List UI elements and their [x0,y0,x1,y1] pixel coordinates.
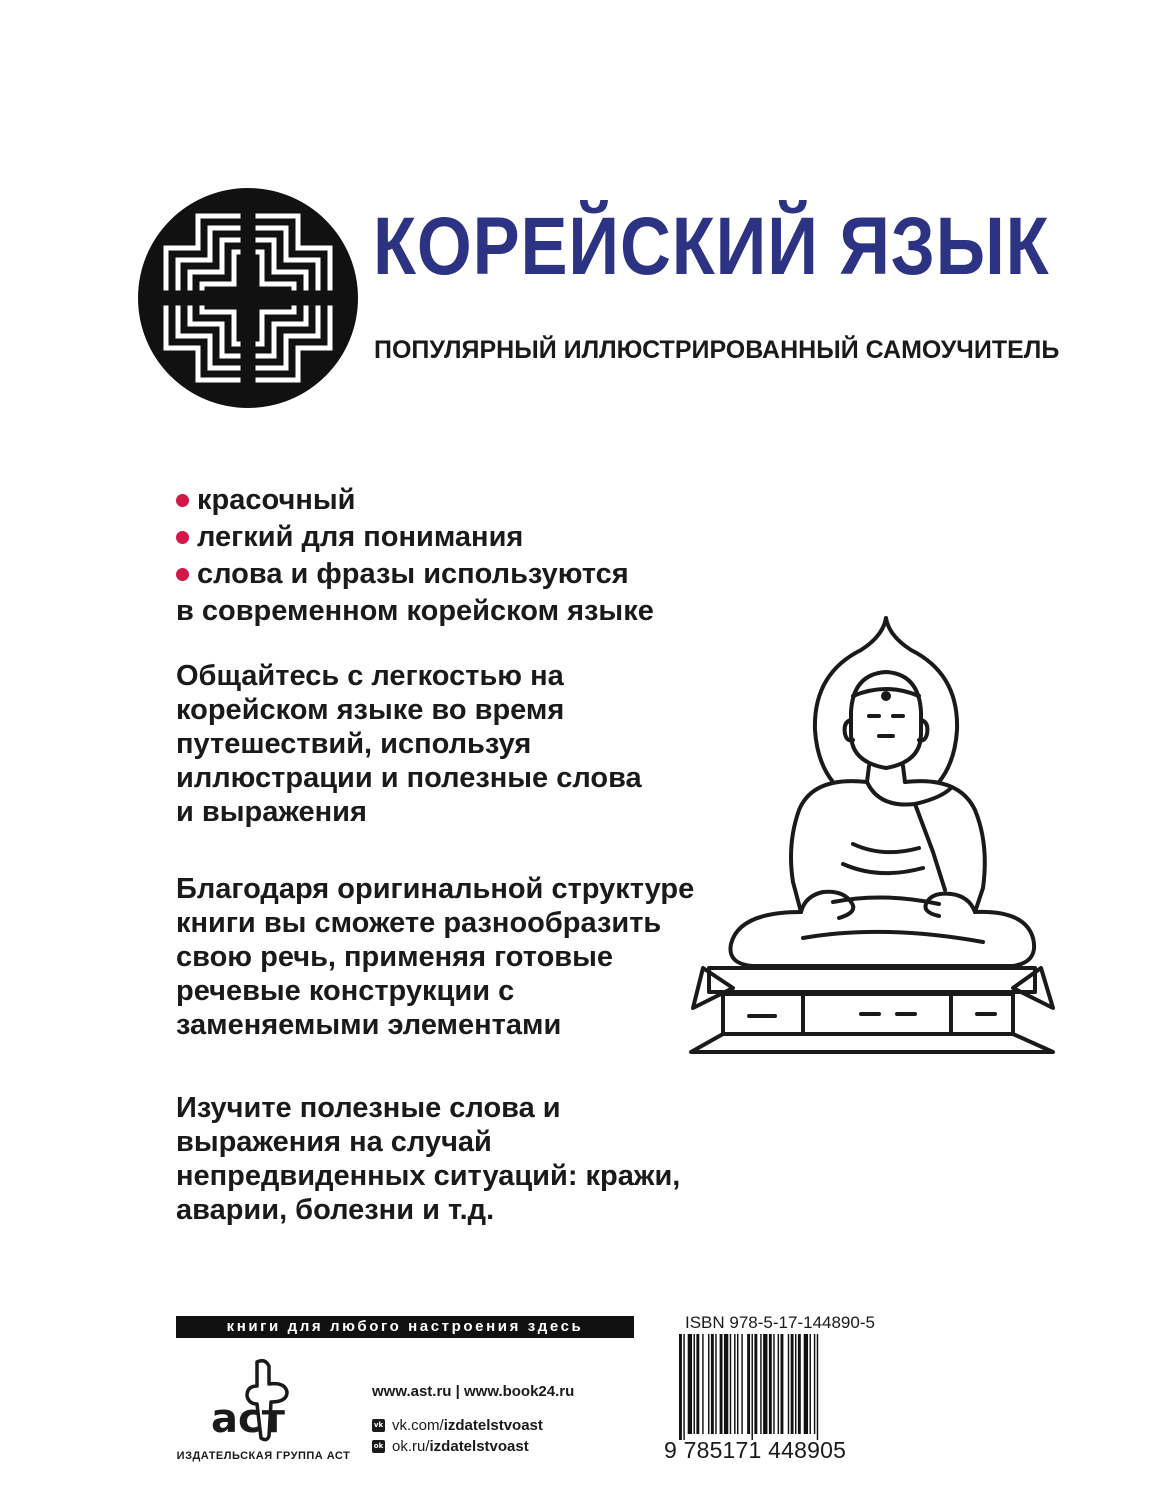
description-paragraph [176,1091,680,1227]
barcode-digits: 9 785171 448905 [664,1437,847,1463]
barcode-bar [730,1334,731,1434]
ok-link[interactable] [372,1438,529,1455]
paragraph-line: речевые конструкции с [176,975,515,1007]
bullet-dot-icon [176,531,189,544]
paragraph-line: Общайтесь с легкостью на [176,660,564,692]
barcode-bar [724,1334,728,1434]
ok-handle: izdatelstvoast [429,1438,529,1455]
logo-text: аст [211,1396,285,1442]
barcode-bar [694,1334,695,1434]
paragraph-line: книги вы сможете разнообразить [176,907,662,939]
feature-list [176,482,796,630]
publisher-name: ИЗДАТЕЛЬСКАЯ ГРУППА АСТ [176,1450,351,1462]
barcode-bar [778,1334,779,1434]
buddha-statue-icon [683,612,1063,1067]
isbn-number: ISBN 978-5-17-144890-5 [685,1313,875,1332]
barcode-icon [679,1334,859,1440]
description-paragraph [176,872,694,1042]
paragraph-line: корейском языке во время [176,694,565,726]
paragraph-line: непредвиденных ситуаций: кражи, [176,1160,681,1192]
barcode-bar [810,1334,811,1434]
paragraph-line: заменяемыми элементами [176,1009,562,1041]
barcode-bar [804,1334,808,1434]
tagline-banner: книги для любого настроения здесь [176,1316,634,1338]
barcode-bar [679,1334,682,1440]
paragraph-line: Изучите полезные слова и [176,1092,561,1124]
vk-handle: izdatelstvoast [443,1417,543,1434]
barcode-bar [708,1334,709,1434]
feature-item [176,519,796,556]
barcode-bar [754,1334,757,1434]
barcode-bar [683,1334,684,1440]
barcode-bar [711,1334,714,1434]
barcode-bar [817,1334,818,1440]
barcode-bar [734,1334,735,1434]
barcode-bar [737,1334,738,1434]
ast-logo-icon [205,1354,295,1444]
barcode-bar [814,1334,815,1434]
paragraph-line: свою речь, применяя готовые [176,941,614,973]
barcode-bar [702,1334,703,1434]
book-title: КОРЕЙСКИЙ ЯЗЫК [373,201,1050,292]
korean-knot-emblem-icon [138,188,358,408]
feature-item [176,482,796,519]
paragraph-line: путешествий, используя [176,728,532,760]
barcode-bar [788,1334,789,1434]
feature-continuation: в современном корейском языке [176,595,654,627]
paragraph-line: Благодаря оригинальной структуре [176,873,695,905]
feature-text: красочный [197,484,356,516]
barcode-bar [752,1334,753,1440]
odnoklassniki-icon: ok [372,1440,385,1453]
barcode-bar [696,1334,699,1434]
bullet-dot-icon [176,568,189,581]
barcode-bar [791,1334,794,1434]
barcode-bar [715,1334,716,1434]
paragraph-line: аварии, болезни и т.д. [176,1194,495,1226]
ok-prefix: ok.ru/ [392,1438,430,1455]
barcode-bar [741,1334,742,1434]
description-paragraph [176,659,642,829]
feature-item [176,556,796,593]
paragraph-line: иллюстрации и полезные слова [176,762,642,794]
barcode-bar [720,1334,723,1434]
barcode-bar [688,1334,692,1434]
vk-link[interactable] [372,1417,543,1434]
barcode-bar [773,1334,774,1434]
website-links[interactable]: www.ast.ru | www.book24.ru [372,1383,575,1400]
barcode-bar [747,1334,750,1434]
paragraph-line: выражения на случай [176,1126,492,1158]
feature-text: легкий для понимания [197,521,524,553]
barcode-bar [798,1334,801,1434]
book-subtitle: ПОПУЛЯРНЫЙ ИЛЛЮСТРИРОВАННЫЙ САМОУЧИТЕЛЬ [374,336,1060,364]
vk-prefix: vk.com/ [392,1417,444,1434]
barcode-bar [763,1334,767,1434]
barcode-bar [781,1334,784,1434]
bullet-dot-icon [176,494,189,507]
barcode-bar [760,1334,761,1434]
barcode-bar [769,1334,772,1434]
paragraph-line: и выражения [176,796,367,828]
feature-text: слова и фразы используются [197,558,629,590]
vk-icon: vk [372,1419,385,1432]
barcode-bar [795,1334,796,1434]
